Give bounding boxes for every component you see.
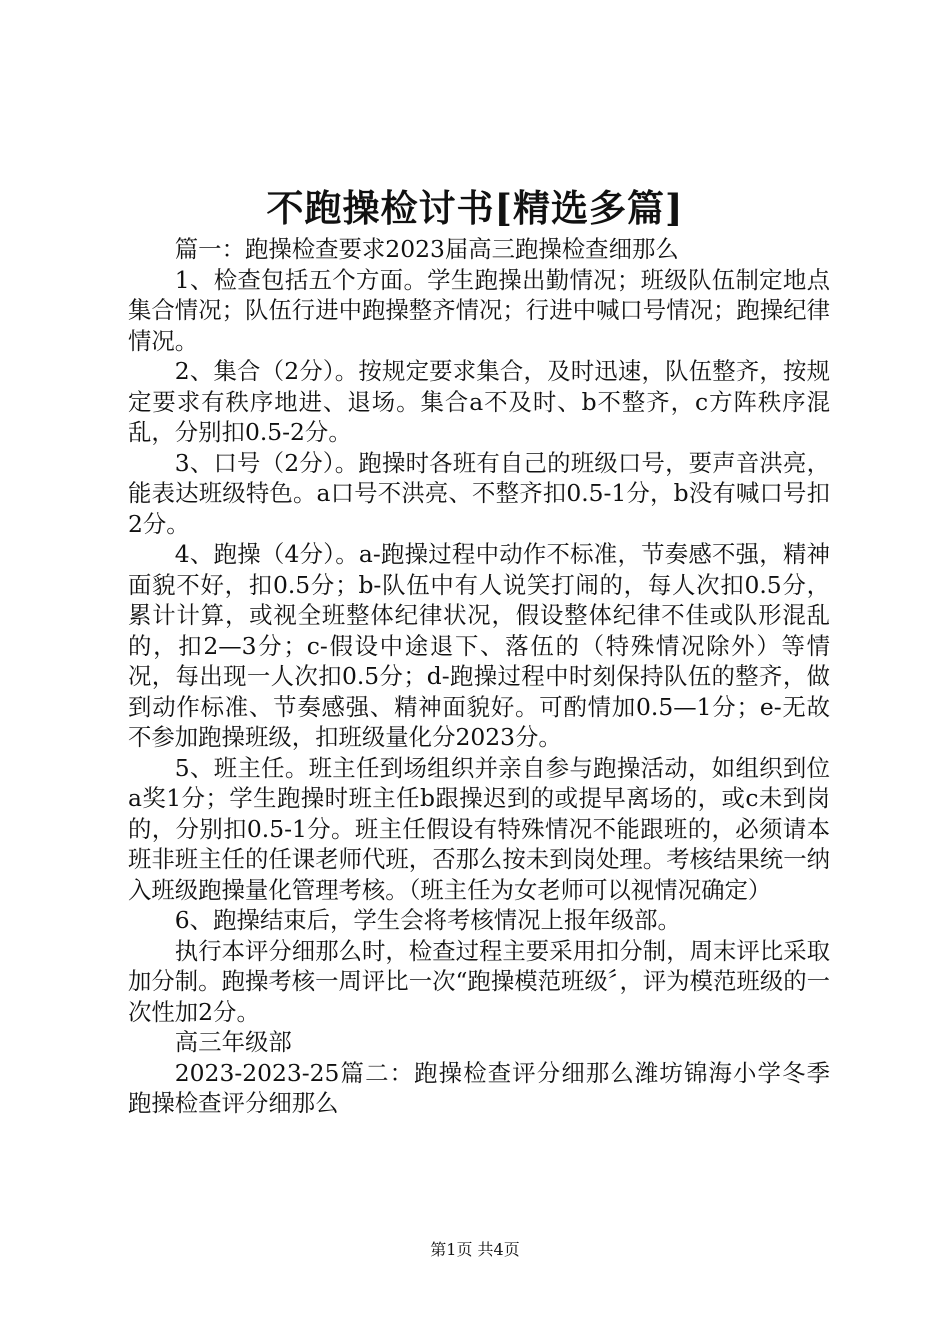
page-footer: 第1页 共4页 bbox=[430, 1240, 520, 1259]
paragraph-item-3: 3、口号（2分）。跑操时各班有自己的班级口号，要声音洪亮，能表达班级特色。a口号不洪亮、不整齐扣0.5-1分，b没有喊口号扣2分。 bbox=[128, 448, 830, 538]
paragraph-item-6: 6、跑操结束后，学生会将考核情况上报年级部。 bbox=[174, 906, 681, 934]
paragraph-item-1: 1、检查包括五个方面。学生跑操出勤情况；班级队伍制定地点集合情况；队伍行进中跑操整齐情况；行进中喊口号情况；跑操纪律情况。 bbox=[128, 265, 830, 355]
paragraph-signature: 高三年级部 bbox=[174, 1028, 292, 1056]
paragraph-scoring-note: 执行本评分细那么时，检查过程主要采用扣分制，周末评比采取加分制。跑操考核一周评比一次“跑操模范班级〞，评为模范班级的一次性加2分。 bbox=[128, 936, 830, 1026]
paragraph-item-2: 2、集合（2分）。按规定要求集合，及时迅速，队伍整齐，按规定要求有秩序地进、退场。集合a不及时、b不整齐，c方阵秩序混乱，分别扣0.5-2分。 bbox=[128, 357, 830, 446]
paragraph-section-two: 2023-2023-25篇二：跑操检查评分细那么潍坊锦海小学冬季跑操检查评分细那么 bbox=[128, 1058, 830, 1117]
document-title: 不跑操检讨书[精选多篇] bbox=[266, 186, 684, 230]
document-body bbox=[128, 234, 830, 1119]
paragraph-section-heading: 篇一：跑操检查要求2023届高三跑操检查细那么 bbox=[174, 235, 679, 263]
paragraph-item-5: 5、班主任。班主任到场组织并亲自参与跑操活动，如组织到位a奖1分；学生跑操时班主任b跟操迟到的或提早离场的，或c未到岗的，分别扣0.5-1分。班主任假设有特殊情况不能跟班的，必须请本班非班主任的任课老师代班，否那么按未到岗处理。考核结果统一纳入班级跑操量化管理考核。（班主任为女老师可以视情况确定） bbox=[128, 753, 830, 904]
paragraph-item-4: 4、跑操（4分）。a-跑操过程中动作不标准，节奏感不强，精神面貌不好，扣0.5分；b-队伍中有人说笑打闹的，每人次扣0.5分，累计计算，或视全班整体纪律状况，假设整体纪律不佳或队形混乱的，扣2—3分；c-假设中途退下、落伍的（特殊情况除外）等情况，每出现一人次扣0.5分；d-跑操过程中时刻保持队伍的整齐，做到动作标准、节奏感强、精神面貌好。可酌情加0.5—1分；e-无故不参加跑操班级，扣班级量化分2023分。 bbox=[128, 540, 830, 751]
